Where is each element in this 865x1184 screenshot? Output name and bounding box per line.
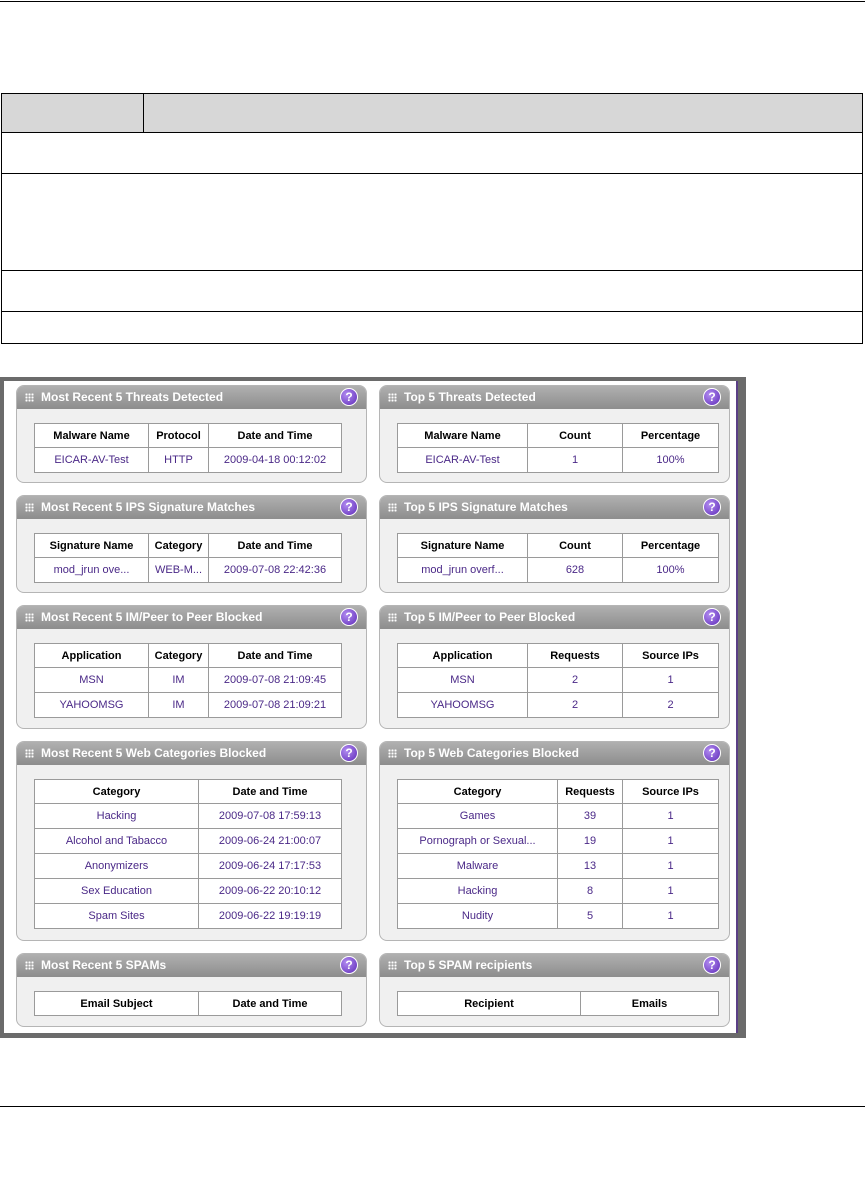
column-header: Signature Name <box>35 534 149 558</box>
panel-top-im <box>379 605 730 729</box>
panel-title: Most Recent 5 Threats Detected <box>41 390 224 404</box>
table-row[interactable] <box>398 854 719 879</box>
dashboard-screenshot <box>0 377 746 1038</box>
table-row[interactable] <box>398 804 719 829</box>
web-categories-table <box>34 779 342 929</box>
date-time-cell: 2009-04-18 00:12:02 <box>209 448 342 473</box>
category-link[interactable]: Anonymizers <box>35 854 199 879</box>
category-link[interactable]: Hacking <box>398 879 558 904</box>
table-row[interactable] <box>35 448 342 473</box>
panel-recent-web <box>16 741 367 941</box>
application-link[interactable]: YAHOOMSG <box>398 693 528 718</box>
column-header: Application <box>35 644 149 668</box>
drag-handle-icon[interactable] <box>388 749 397 758</box>
doc-table-row <box>2 133 862 174</box>
panel-header[interactable] <box>17 742 366 765</box>
date-time-cell: 2009-06-24 17:17:53 <box>199 854 342 879</box>
category-link[interactable]: Malware <box>398 854 558 879</box>
spam-table <box>34 991 342 1016</box>
column-header: Email Subject <box>35 992 199 1016</box>
help-icon[interactable]: ? <box>340 498 358 516</box>
malware-name-link[interactable]: EICAR-AV-Test <box>35 448 149 473</box>
dashboard-canvas <box>4 381 738 1033</box>
drag-handle-icon[interactable] <box>388 393 397 402</box>
panel-title: Top 5 Web Categories Blocked <box>404 746 579 760</box>
column-header: Date and Time <box>209 644 342 668</box>
date-time-cell: 2009-07-08 21:09:21 <box>209 693 342 718</box>
panel-recent-im <box>16 605 367 729</box>
panel-recent-spam <box>16 953 367 1027</box>
top-im-table <box>397 643 719 718</box>
doc-table-row <box>2 312 862 343</box>
panel-header[interactable] <box>17 954 366 977</box>
category-link[interactable]: Pornograph or Sexual... <box>398 829 558 854</box>
requests-cell: 39 <box>558 804 623 829</box>
panel-header[interactable] <box>17 386 366 409</box>
malware-name-link[interactable]: EICAR-AV-Test <box>398 448 528 473</box>
panel-title: Top 5 Threats Detected <box>404 390 536 404</box>
category-link[interactable]: Sex Education <box>35 879 199 904</box>
panel-header[interactable] <box>380 954 729 977</box>
table-row[interactable] <box>35 804 342 829</box>
threats-table <box>34 423 342 473</box>
table-row[interactable] <box>35 668 342 693</box>
table-row[interactable] <box>35 879 342 904</box>
table-row[interactable] <box>398 558 719 583</box>
table-row[interactable] <box>398 448 719 473</box>
doc-table-row <box>2 174 862 271</box>
percentage-cell: 100% <box>623 558 719 583</box>
panel-top-ips <box>379 495 730 593</box>
drag-handle-icon[interactable] <box>25 961 34 970</box>
table-row[interactable] <box>398 693 719 718</box>
help-icon[interactable]: ? <box>340 956 358 974</box>
column-header: Category <box>149 644 209 668</box>
source-ips-cell: 1 <box>623 804 719 829</box>
requests-cell: 2 <box>528 693 623 718</box>
category-link[interactable]: Hacking <box>35 804 199 829</box>
help-icon[interactable]: ? <box>340 744 358 762</box>
footer-rule <box>0 1106 865 1107</box>
panel-recent-ips <box>16 495 367 593</box>
column-header: Protocol <box>149 424 209 448</box>
panel-title: Top 5 IM/Peer to Peer Blocked <box>404 610 576 624</box>
count-cell: 1 <box>528 448 623 473</box>
requests-cell: 8 <box>558 879 623 904</box>
column-header: Category <box>149 534 209 558</box>
top-ips-table <box>397 533 719 583</box>
application-link[interactable]: MSN <box>35 668 149 693</box>
drag-handle-icon[interactable] <box>25 749 34 758</box>
requests-cell: 13 <box>558 854 623 879</box>
column-header: Date and Time <box>209 534 342 558</box>
signature-name-link[interactable]: mod_jrun ove... <box>35 558 149 583</box>
table-row[interactable] <box>398 879 719 904</box>
column-header: Date and Time <box>199 780 342 804</box>
table-row[interactable] <box>398 904 719 929</box>
table-row[interactable] <box>35 558 342 583</box>
table-row[interactable] <box>35 693 342 718</box>
table-row[interactable] <box>35 854 342 879</box>
panel-header[interactable] <box>17 606 366 629</box>
table-row[interactable] <box>398 668 719 693</box>
category-cell: IM <box>149 693 209 718</box>
im-table <box>34 643 342 718</box>
category-link[interactable]: Nudity <box>398 904 558 929</box>
top-threats-table <box>397 423 719 473</box>
panel-top-threats <box>379 385 730 483</box>
doc-table-header <box>2 94 862 133</box>
date-time-cell: 2009-07-08 17:59:13 <box>199 804 342 829</box>
column-header: Application <box>398 644 528 668</box>
help-icon[interactable]: ? <box>703 956 721 974</box>
spam-recipients-table <box>397 991 719 1016</box>
drag-handle-icon[interactable] <box>388 961 397 970</box>
date-time-cell: 2009-06-24 21:00:07 <box>199 829 342 854</box>
drag-handle-icon[interactable] <box>25 393 34 402</box>
signature-name-link[interactable]: mod_jrun overf... <box>398 558 528 583</box>
panel-title: Most Recent 5 IM/Peer to Peer Blocked <box>41 610 263 624</box>
table-row[interactable] <box>35 904 342 929</box>
panel-top-spam <box>379 953 730 1027</box>
column-header: Malware Name <box>398 424 528 448</box>
panel-recent-threats <box>16 385 367 483</box>
panel-header[interactable] <box>380 496 729 519</box>
help-icon[interactable]: ? <box>703 744 721 762</box>
panel-header[interactable] <box>380 606 729 629</box>
column-header: Recipient <box>398 992 581 1016</box>
help-icon[interactable]: ? <box>703 608 721 626</box>
doc-table-row <box>2 271 862 312</box>
column-header: Requests <box>528 644 623 668</box>
help-icon[interactable]: ? <box>703 498 721 516</box>
column-header: Source IPs <box>623 780 719 804</box>
ips-table <box>34 533 342 583</box>
requests-cell: 2 <box>528 668 623 693</box>
table-row[interactable] <box>35 829 342 854</box>
column-header: Percentage <box>623 534 719 558</box>
help-icon[interactable]: ? <box>340 388 358 406</box>
category-cell: IM <box>149 668 209 693</box>
column-header: Signature Name <box>398 534 528 558</box>
panel-title: Most Recent 5 SPAMs <box>41 958 167 972</box>
source-ips-cell: 1 <box>623 854 719 879</box>
source-ips-cell: 2 <box>623 693 719 718</box>
drag-handle-icon[interactable] <box>25 613 34 622</box>
help-icon[interactable]: ? <box>340 608 358 626</box>
percentage-cell: 100% <box>623 448 719 473</box>
panel-title: Most Recent 5 Web Categories Blocked <box>41 746 267 760</box>
requests-cell: 5 <box>558 904 623 929</box>
panel-title: Most Recent 5 IPS Signature Matches <box>41 500 256 514</box>
source-ips-cell: 1 <box>623 829 719 854</box>
column-header: Count <box>528 534 623 558</box>
column-header: Malware Name <box>35 424 149 448</box>
date-time-cell: 2009-07-08 21:09:45 <box>209 668 342 693</box>
source-ips-cell: 1 <box>623 668 719 693</box>
date-time-cell: 2009-07-08 22:42:36 <box>209 558 342 583</box>
drag-handle-icon[interactable] <box>388 503 397 512</box>
category-link[interactable]: Spam Sites <box>35 904 199 929</box>
column-header: Emails <box>581 992 719 1016</box>
column-header: Requests <box>558 780 623 804</box>
column-header: Source IPs <box>623 644 719 668</box>
panel-header[interactable] <box>380 386 729 409</box>
count-cell: 628 <box>528 558 623 583</box>
category-link[interactable]: Games <box>398 804 558 829</box>
panel-title: Top 5 SPAM recipients <box>404 958 533 972</box>
panel-top-web <box>379 741 730 941</box>
top-web-table <box>397 779 719 929</box>
date-time-cell: 2009-06-22 19:19:19 <box>199 904 342 929</box>
requests-cell: 19 <box>558 829 623 854</box>
category-cell: WEB-M... <box>149 558 209 583</box>
column-header: Date and Time <box>209 424 342 448</box>
panel-title: Top 5 IPS Signature Matches <box>404 500 568 514</box>
header-rule <box>0 1 865 2</box>
application-link[interactable]: MSN <box>398 668 528 693</box>
column-header: Percentage <box>623 424 719 448</box>
table-row[interactable] <box>398 829 719 854</box>
protocol-cell: HTTP <box>149 448 209 473</box>
panel-header[interactable] <box>380 742 729 765</box>
application-link[interactable]: YAHOOMSG <box>35 693 149 718</box>
drag-handle-icon[interactable] <box>25 503 34 512</box>
column-header: Date and Time <box>199 992 342 1016</box>
help-icon[interactable]: ? <box>703 388 721 406</box>
date-time-cell: 2009-06-22 20:10:12 <box>199 879 342 904</box>
column-header: Count <box>528 424 623 448</box>
panel-header[interactable] <box>17 496 366 519</box>
column-header: Category <box>35 780 199 804</box>
category-link[interactable]: Alcohol and Tabacco <box>35 829 199 854</box>
drag-handle-icon[interactable] <box>388 613 397 622</box>
source-ips-cell: 1 <box>623 904 719 929</box>
doc-table <box>1 93 863 344</box>
column-header: Category <box>398 780 558 804</box>
source-ips-cell: 1 <box>623 879 719 904</box>
